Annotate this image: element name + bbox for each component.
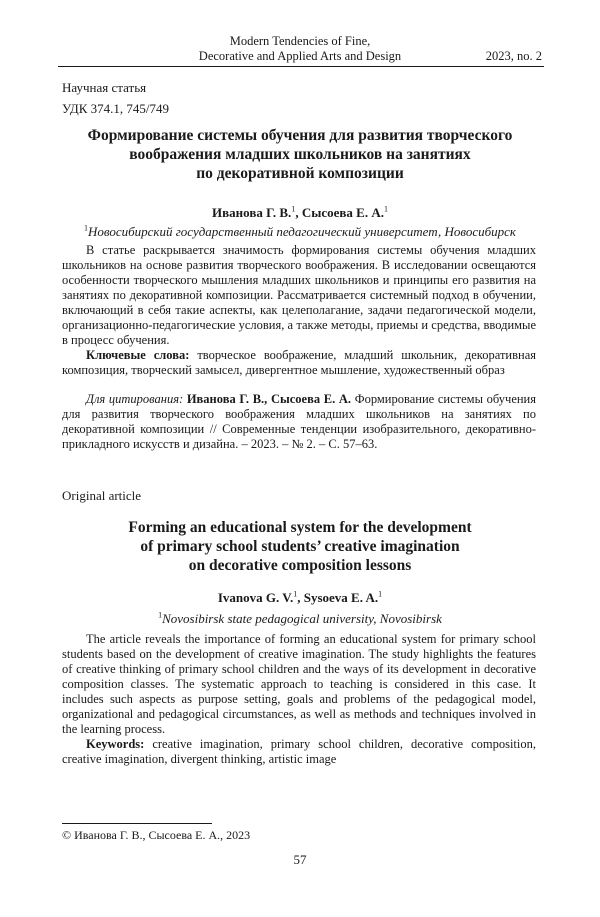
author-en-1: Ivanova G. V. (217, 590, 294, 605)
title-ru-line2: воображения младших школьников на занятиях (129, 146, 471, 163)
keywords-ru-text: творческое воображение, младший школьник, декоративная композиция, творческий замысел, дивергентное мышление, художественный образ (62, 348, 536, 377)
title-en (40, 518, 560, 575)
author-en-2: , Sysoeva E. A. (297, 590, 379, 605)
authors-en (0, 590, 600, 606)
title-en-line1: Forming an educational system for the development (128, 519, 472, 536)
author-ru-1: Иванова Г. В. (212, 205, 292, 220)
author-en-1-sup: 1 (293, 589, 298, 599)
citation-label: Для цитирования: (86, 392, 184, 406)
affiliation-ru-sup: 1 (83, 223, 88, 233)
title-en-line2: of primary school students’ creative imagination (140, 538, 460, 555)
page-number: 57 (293, 852, 307, 867)
keywords-en-label: Keywords: (86, 737, 145, 751)
citation-authors: Иванова Г. В., Сысоева Е. А. (183, 392, 352, 406)
title-en-line3: on decorative composition lessons (188, 557, 412, 574)
footnote-rule (62, 823, 212, 824)
title-ru-line1: Формирование системы обучения для развития творческого (87, 127, 513, 144)
keywords-en-text: creative imagination, primary school children, decorative composition, creative imagination, divergent thinking, artistic image (62, 737, 536, 766)
journal-title-line1: Modern Tendencies of Fine, (229, 34, 371, 48)
article-type-en: Original article (62, 488, 142, 503)
abstract-en: The article reveals the importance of forming an educational system for primary school students based on the development of creative imagination. The study highlights the features of creative thinking of primary school children and the ways of its development in decorative composition classes. The systematic approach to teaching is considered in this case. It includes such aspects as purpose setting, goals and problems of the pedagogical model, organizational and pedagogical circumstances, as well as methods and techniques involved in the learning process. (62, 632, 536, 736)
title-ru (40, 126, 560, 183)
affiliation-en-text: Novosibirsk state pedagogical university, Novosibirsk (162, 611, 442, 626)
affiliation-en-sup: 1 (158, 610, 163, 620)
author-ru-2: , Сысоева Е. А. (295, 205, 384, 220)
authors-ru (0, 205, 600, 221)
abstract-ru: В статье раскрывается значимость формирования системы обучения младших школьников на основе развития творческого воображения. В исследовании освещаются особенности творческого мышления младших школьников и принципы его развития на занятиях по декоративной композиции. Рассматривается системный подход в обучении, включающий в себя такие аспекты, как целеполагание, задачи педагогической модели, организационно-педагогические условия, а также методы, приемы и средства, вводимые в процесс обучения. (62, 243, 536, 347)
title-ru-line3: по декоративной композиции (196, 165, 404, 182)
affiliation-en (0, 611, 600, 627)
citation-ru (62, 392, 536, 452)
header-rule (58, 66, 544, 67)
journal-title-line2: Decorative and Applied Arts and Design (198, 49, 402, 63)
affiliation-ru (0, 224, 600, 240)
udc-code: УДК 374.1, 745/749 (62, 101, 170, 116)
citation-text: Формирование системы обучения для развития творческого воображения младших школьников на занятиях по декоративной композиции // Современные тенденции изобразительного, декоративно-прикладного искусств и дизайна. – 2023. – № 2. – С. 57–63. (62, 392, 536, 451)
keywords-ru (62, 348, 536, 378)
author-ru-1-sup: 1 (291, 204, 296, 214)
affiliation-ru-text: Новосибирский государственный педагогический университет, Новосибирск (87, 224, 517, 239)
keywords-ru-label: Ключевые слова: (86, 348, 190, 362)
keywords-en (62, 737, 536, 767)
issue-number: 2023, no. 2 (485, 49, 542, 63)
author-ru-2-sup: 1 (383, 204, 388, 214)
article-type-ru: Научная статья (62, 80, 147, 95)
author-en-2-sup: 1 (378, 589, 383, 599)
copyright-note: © Иванова Г. В., Сысоева Е. А., 2023 (62, 828, 251, 842)
